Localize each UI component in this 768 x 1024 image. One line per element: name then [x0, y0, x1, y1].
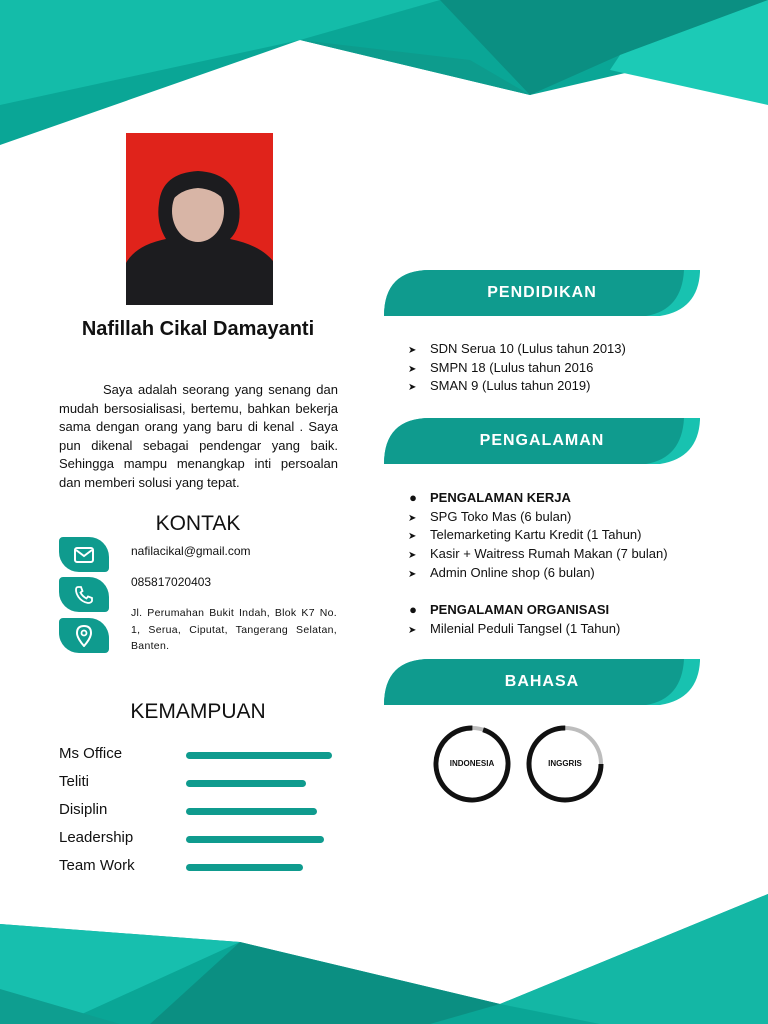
list-item: ➤ Kasir + Waitress Rumah Makan (7 bulan) [408, 545, 668, 564]
language-ring [525, 724, 605, 804]
arrow-bullet-icon: ➤ [408, 512, 417, 524]
skill-bar [186, 780, 306, 787]
list-item: ● PENGALAMAN ORGANISASI [408, 601, 668, 620]
list-item: ➤ SDN Serua 10 (Lulus tahun 2013) [408, 340, 626, 359]
education-banner [384, 270, 700, 316]
skill-bar-track [186, 780, 336, 787]
experience-title: PENGALAMAN [479, 432, 605, 449]
list-spacer [408, 582, 668, 601]
skill-bar-track [186, 752, 336, 759]
arrow-bullet-icon: ➤ [408, 568, 417, 580]
skill-bar [186, 836, 324, 843]
skill-bar-track [186, 864, 336, 871]
skill-label: Disiplin [59, 801, 108, 818]
language-ring [432, 724, 512, 804]
address-text: Jl. Perumahan Bukit Indah, Blok K7 No. 1, Serua, Ciputat, Tangerang Selatan, Banten. [131, 607, 337, 652]
list-item: ➤ SMAN 9 (Lulus tahun 2019) [408, 377, 626, 396]
arrow-bullet-icon: ➤ [408, 531, 417, 543]
person-silhouette-icon [126, 133, 273, 305]
skill-label: Team Work [59, 857, 135, 874]
list-item: ● PENGALAMAN KERJA [408, 489, 668, 508]
list-item: ➤ Admin Online shop (6 bulan) [408, 564, 668, 583]
list-item: ➤ Telemarketing Kartu Kredit (1 Tahun) [408, 526, 668, 545]
experience-banner [384, 418, 700, 464]
language-label: INDONESIA [449, 759, 495, 768]
arrow-bullet-icon: ➤ [408, 624, 417, 636]
education-title: PENDIDIKAN [487, 284, 597, 301]
list-item: ➤ Milenial Peduli Tangsel (1 Tahun) [408, 620, 668, 639]
list-item: ➤ SMPN 18 (Lulus tahun 2016 [408, 359, 626, 378]
language-label: INGGRIS [548, 759, 582, 768]
email-text[interactable]: nafilacikal@gmail.com [131, 544, 251, 558]
language-title: BAHASA [504, 673, 580, 690]
education-list [408, 340, 626, 396]
skill-label: Teliti [59, 773, 90, 790]
location-icon-badge [59, 618, 109, 653]
skill-label: Leadership [59, 829, 134, 846]
list-item: ➤ SPG Toko Mas (6 bulan) [408, 508, 668, 527]
dot-bullet-icon: ● [409, 490, 417, 505]
skill-bar-track [186, 836, 336, 843]
phone-icon-badge [59, 577, 109, 612]
header-decoration [0, 0, 768, 150]
footer-decoration [0, 894, 768, 1024]
phone-text[interactable]: 085817020403 [131, 575, 212, 589]
arrow-bullet-icon: ➤ [408, 550, 417, 562]
skill-bar-track [186, 808, 336, 815]
skill-bar [186, 808, 317, 815]
experience-list [408, 489, 668, 639]
arrow-bullet-icon: ➤ [408, 363, 417, 375]
skill-label: Ms Office [59, 745, 123, 762]
contact-section-title: KONTAK [155, 512, 241, 535]
location-pin-icon [75, 625, 93, 647]
skill-bar [186, 864, 303, 871]
skill-bar [186, 752, 332, 759]
language-banner [384, 659, 700, 705]
phone-icon [74, 585, 94, 605]
arrow-bullet-icon: ➤ [408, 382, 417, 394]
arrow-bullet-icon: ➤ [408, 345, 417, 356]
mail-icon [74, 547, 94, 563]
skills-section-title: KEMAMPUAN [130, 700, 266, 723]
candidate-name: Nafillah Cikal Damayanti [81, 318, 315, 340]
email-icon-badge [59, 537, 109, 572]
about-paragraph: Saya adalah seorang yang senang dan mudah bersosialisasi, bertemu, bahkan bekerja sama dengan orang yang baru di kenal . Saya pun dikenal sebagai pendengar yang baik. Sehingga mampu menangkap inti persoalan dan memberi solusi yang tepat. [59, 382, 338, 490]
profile-photo [126, 133, 273, 305]
dot-bullet-icon: ● [409, 602, 417, 618]
